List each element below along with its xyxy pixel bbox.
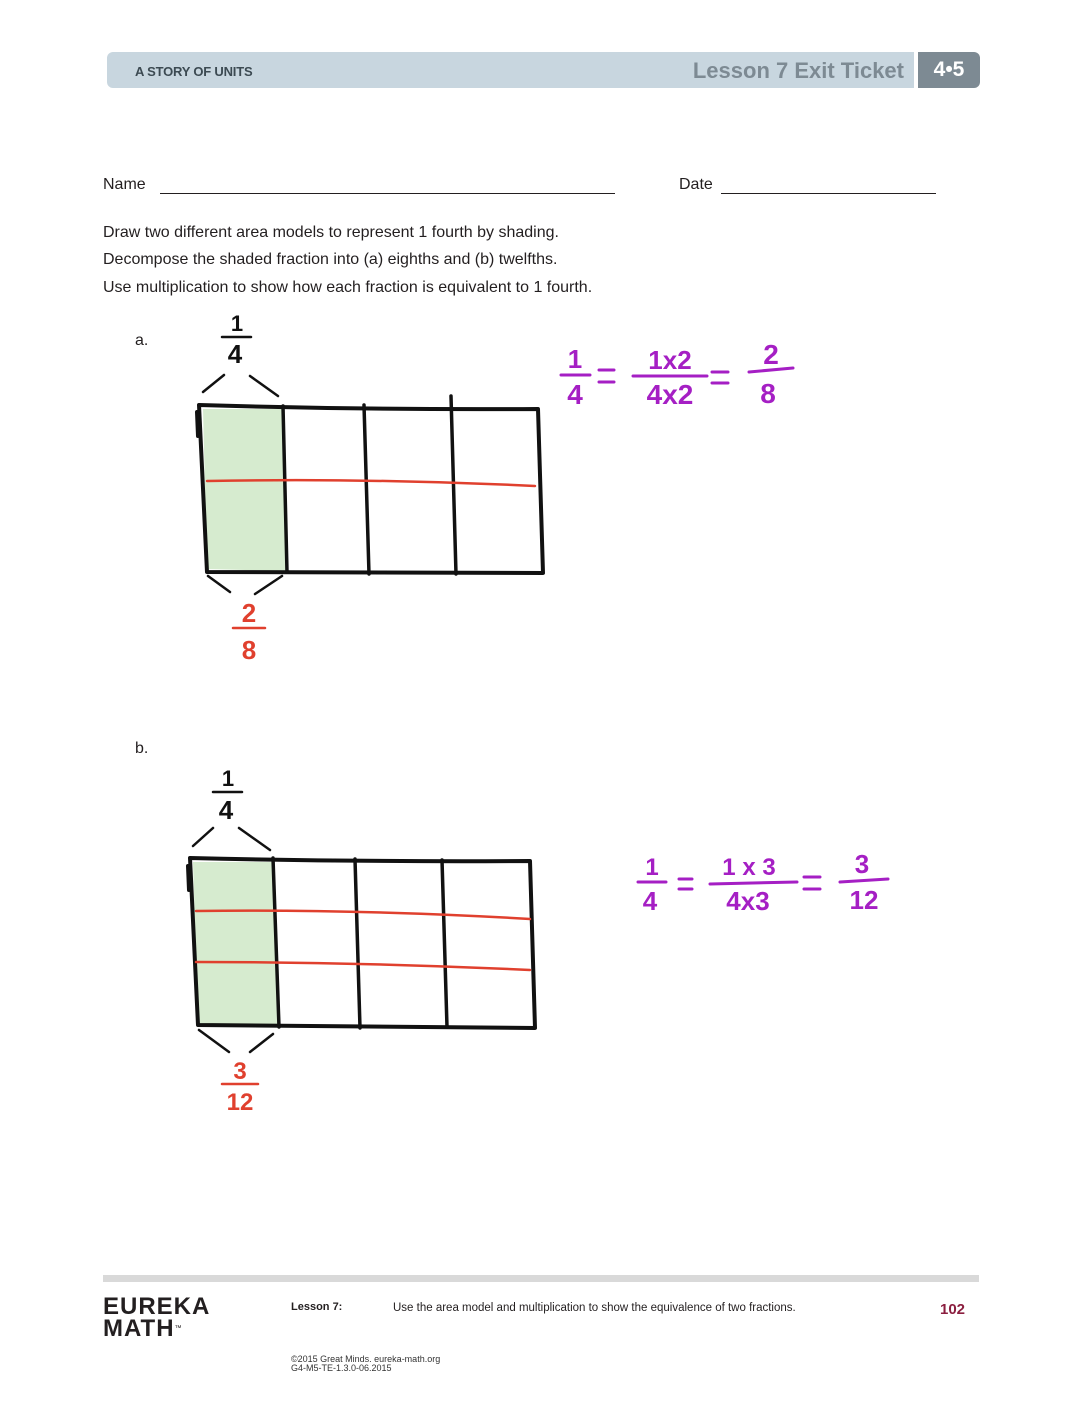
part-a-bottom-bracket [208, 576, 282, 594]
footer-divider [103, 1275, 979, 1282]
part-b-area-model [188, 792, 535, 1084]
instruction-line-2: Decompose the shaded fraction into (a) eighths and (b) twelfths. [103, 251, 558, 268]
part-a-bottom-den: 8 [241, 635, 257, 665]
part-b-eq-mid-bar [710, 882, 797, 884]
document-code: G4-M5-TE-1.3.0-06.2015 [291, 1363, 392, 1373]
part-a-label: a. [135, 332, 149, 349]
instruction-line-3: Use multiplication to show how each fraction is equivalent to 1 fourth. [103, 279, 593, 296]
part-a-eq-rhs-num: 2 [763, 339, 779, 370]
part-b-eq-lhs-den: 4 [642, 886, 658, 916]
part-b-divider-2 [355, 859, 360, 1028]
part-b-bottom-num: 3 [233, 1058, 247, 1085]
name-label: Name [103, 176, 146, 193]
part-b-top-bracket [193, 828, 270, 850]
part-a-top-num: 1 [230, 311, 244, 336]
part-b-left-tick [188, 866, 189, 890]
part-a-divider-3 [451, 396, 456, 574]
date-label: Date [679, 176, 713, 193]
footer-lesson-description: Use the area model and multiplication to show the equivalence of two fractions. [393, 1302, 796, 1314]
part-a-shaded-fourth [203, 409, 287, 571]
part-b-shaded-fourth [193, 862, 278, 1025]
part-b-top-den: 4 [218, 795, 234, 825]
grade-module-badge: 4•5 [918, 52, 980, 88]
footer-copyright [291, 1355, 440, 1373]
part-b-eq-rhs-den: 12 [849, 885, 879, 915]
part-a-left-tick [197, 412, 198, 436]
part-b-eq-mid-num: 1 x 3 [722, 854, 776, 881]
part-a-bottom-num: 2 [241, 598, 257, 628]
part-b-eq-rhs-bar [840, 879, 888, 882]
part-b-label: b. [135, 740, 149, 757]
copyright-text: ©2015 Great Minds. eureka-math.org [291, 1354, 441, 1364]
part-a-eq-equals-2 [712, 372, 728, 383]
part-a-top-bracket [203, 375, 278, 396]
part-a-eq-lhs-num: 1 [567, 344, 583, 374]
part-b-bottom-bracket [199, 1030, 273, 1052]
trademark-mark: ™ [174, 1325, 182, 1332]
part-b-eq-mid-den: 4x3 [726, 886, 770, 916]
eureka-math-logo [103, 1293, 211, 1342]
part-a-eq-mid-den: 4x2 [646, 379, 694, 410]
part-b-top-num: 1 [221, 766, 235, 791]
part-a-eq-rhs-den: 8 [760, 378, 776, 409]
instruction-line-1: Draw two different area models to represent 1 fourth by shading. [103, 224, 559, 241]
part-b-eq-equals-2 [804, 877, 820, 889]
logo-line-1: EUREKA [103, 1293, 211, 1320]
part-a-divider-2 [364, 405, 369, 574]
logo-line-2: MATH™ [103, 1315, 182, 1342]
part-a-top-den: 4 [227, 339, 243, 369]
page-number: 102 [940, 1301, 966, 1318]
part-b-eq-equals-1 [679, 879, 692, 889]
part-a-eq-equals-1 [599, 370, 614, 382]
part-a-eq-lhs-den: 4 [567, 379, 583, 410]
footer-lesson-label: Lesson 7: [291, 1301, 343, 1313]
part-a-area-model [197, 337, 543, 628]
part-b-eq-lhs-num: 1 [645, 854, 659, 881]
part-b-bottom-den: 12 [226, 1089, 254, 1116]
series-title: A STORY OF UNITS [135, 64, 253, 79]
part-b-divider-3 [442, 860, 447, 1027]
part-a-eq-mid-num: 1x2 [648, 345, 692, 375]
lesson-title: Lesson 7 Exit Ticket [692, 58, 904, 83]
part-b-eq-rhs-num: 3 [854, 849, 870, 879]
